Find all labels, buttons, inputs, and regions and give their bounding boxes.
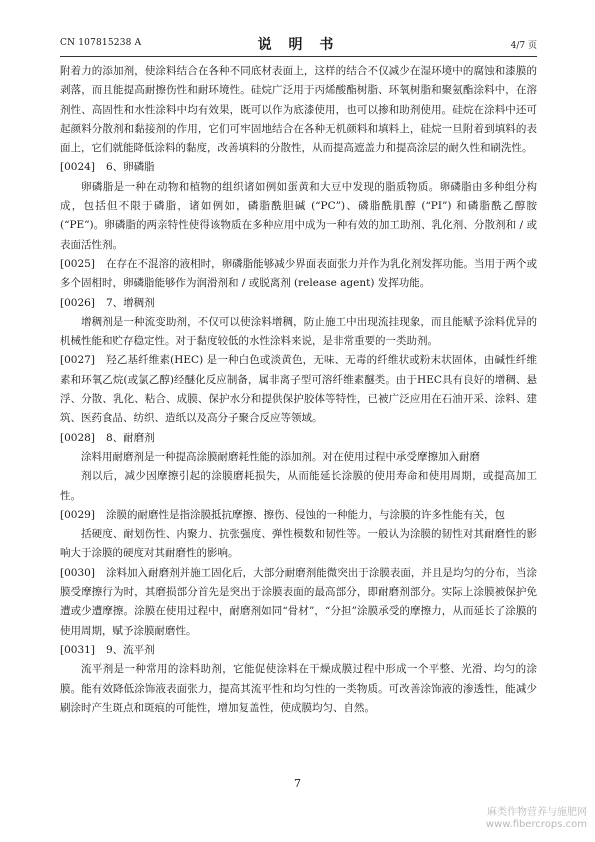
watermark-line-1: 麻类作物营养与施肥网 — [487, 807, 587, 818]
watermark-line-2: www.fibercrops.com — [485, 819, 587, 830]
paragraph-tag: [0026] — [60, 296, 95, 309]
paragraph-text: 涂膜的耐磨性是指涂膜抵抗摩擦、擦伤、侵蚀的一种能力，与涂膜的许多性能有关，包 — [106, 508, 505, 521]
paragraph-0025 — [60, 255, 537, 294]
paragraph-0024 — [60, 158, 537, 177]
paragraph-tag: [0028] — [60, 431, 95, 444]
paragraph-0030 — [60, 564, 537, 641]
paragraph-8 — [60, 448, 537, 467]
paragraph-5 — [60, 313, 537, 352]
paragraph-tag: [0027] — [60, 354, 95, 367]
paragraph-tag: [0030] — [60, 566, 95, 579]
section-heading: 6、卵磷脂 — [106, 161, 155, 174]
paragraph-tag: [0031] — [60, 643, 95, 656]
paragraph-11 — [60, 525, 537, 564]
document-body — [60, 62, 537, 718]
paragraph-text: 涂料用耐磨剂是一种提高涂膜耐磨耗性能的添加剂。对在使用过程中承受摩擦加入耐磨 — [81, 450, 480, 463]
paragraph-tag: [0025] — [60, 257, 95, 270]
paragraph-0028 — [60, 429, 537, 448]
watermark — [486, 807, 587, 831]
paragraph-text: 在存在不混溶的液相时，卵磷脂能够减少界面表面张力并作为乳化剂发挥功能。当用于两个或多个固相时，卵磷脂能够作为润滑剂和 / 或脱离剂 (release agent) 发挥功能。 — [60, 257, 537, 290]
header-rule — [60, 56, 537, 57]
page-number: 7 — [294, 777, 301, 790]
paragraph-text: 流平剂是一种常用的涂料助剂，它能促使涂料在干燥成膜过程中形成一个平整、光滑、均匀的涂膜。能有效降低涂饰液表面张力，提高其流平性和均匀性的一类物质。可改善涂饰液的渗透性，能减少刷涂时产生斑点和斑痕的可能性，增加复盖性，使成膜均匀、自然。 — [60, 663, 537, 714]
paragraph-text: 涂料加入耐磨剂并施工固化后，大部分耐磨剂能微突出于涂膜表面，并且是均匀的分布，当涂膜受摩擦行为时，其磨损部分首先是突出于涂膜表面的最高部分，即耐磨剂部分。实际上涂膜被保护免遭或少遭摩擦。涂膜在使用过程中，耐磨剂如同“骨材”，“分担”涂膜承受的摩擦力，从而延长了涂膜的使用周期，赋予涂膜耐磨性。 — [60, 566, 537, 637]
paragraph-text: 卵磷脂是一种在动物和植物的组织诸如例如蛋黄和大豆中发现的脂质物质。卵磷脂由多种组分构成，包括但不限于磷脂，诸如例如，磷脂酰胆碱 (“PC”)、磷脂酰肌醇 (“PI”) 和磷脂酰乙醇胺 (“PE”)。卵磷脂的两亲特性使得该物质在多种应用中成为一种有效的加工助剂、乳化剂、分散剂和 / 或表面活性剂。 — [60, 180, 537, 251]
paragraph-2 — [60, 178, 537, 255]
paragraph-0031 — [60, 641, 537, 660]
paragraph-0 — [60, 62, 537, 158]
page-info: 4/7 页 — [510, 41, 537, 51]
paragraph-tag: [0029] — [60, 508, 95, 521]
section-heading: 9、流平剂 — [106, 643, 155, 656]
paragraph-text: 羟乙基纤维素(HEC) 是一种白色或淡黄色，无味、无毒的纤维状或粉末状固体，由碱性纤维素和环氧乙烷(或氯乙醇)经醚化反应制备，属非离子型可溶纤维素醚类。由于HEC具有良好的增稠、悬浮、分散、乳化、粘合、成膜、保护水分和提供保护胶体等特性，已被广泛应用在石油开采、涂料、建筑、医药食品、纺织、造纸以及高分子聚合反应等领域。 — [60, 354, 537, 425]
paragraph-text: 括硬度、耐划伤性、内聚力、抗张强度、弹性模数和韧性等。一般认为涂膜的韧性对其耐磨性的影响大于涂膜的硬度对其耐磨性的影响。 — [60, 528, 537, 560]
paragraph-0026 — [60, 294, 537, 313]
paragraph-0027 — [60, 351, 537, 428]
paragraph-text: 附着力的添加剂，使涂料结合在各种不同底材表面上，这样的结合不仅减少在湿环境中的腐蚀和漆膜的剥落，而且能提高耐擦伤性和耐环境性。硅烷广泛用于丙烯酸酯树脂、环氧树脂和聚氨酯涂料中，在溶剂性、高固性和水性涂料中均有效果，既可以作为底漆使用，也可以掺和助剂使用。硅烷在涂料中还可起颜料分散剂和黏接剂的作用，它们可牢固地结合在各种无机颜料和填料上，硅烷一旦附着到填料的表面上，它们就能降低涂料的黏度，改善填料的分散性，从而提高遮盖力和提高涂层的耐久性和刷洗性。 — [60, 65, 537, 155]
section-heading: 8、耐磨剂 — [106, 431, 155, 444]
section-heading: 7、增稠剂 — [106, 296, 155, 309]
page-header — [60, 34, 537, 54]
paragraph-text: 增稠剂是一种流变助剂，不仅可以使涂料增稠，防止施工中出现流挂现象，而且能赋予涂料优异的机械性能和贮存稳定性。对于黏度较低的水性涂料来说，是非常重要的一类助剂。 — [60, 315, 537, 348]
paragraph-text: 剂以后，减少因摩擦引起的涂膜磨耗损失，从而能延长涂膜的使用寿命和使用周期，或提高加工性。 — [60, 470, 537, 502]
paragraph-tag: [0024] — [60, 161, 95, 174]
document-number: CN 107815238 A — [60, 38, 142, 48]
document-title: 说 明 书 — [257, 37, 340, 53]
paragraph-0029 — [60, 506, 537, 525]
paragraph-9 — [60, 467, 537, 506]
paragraph-14 — [60, 660, 537, 718]
